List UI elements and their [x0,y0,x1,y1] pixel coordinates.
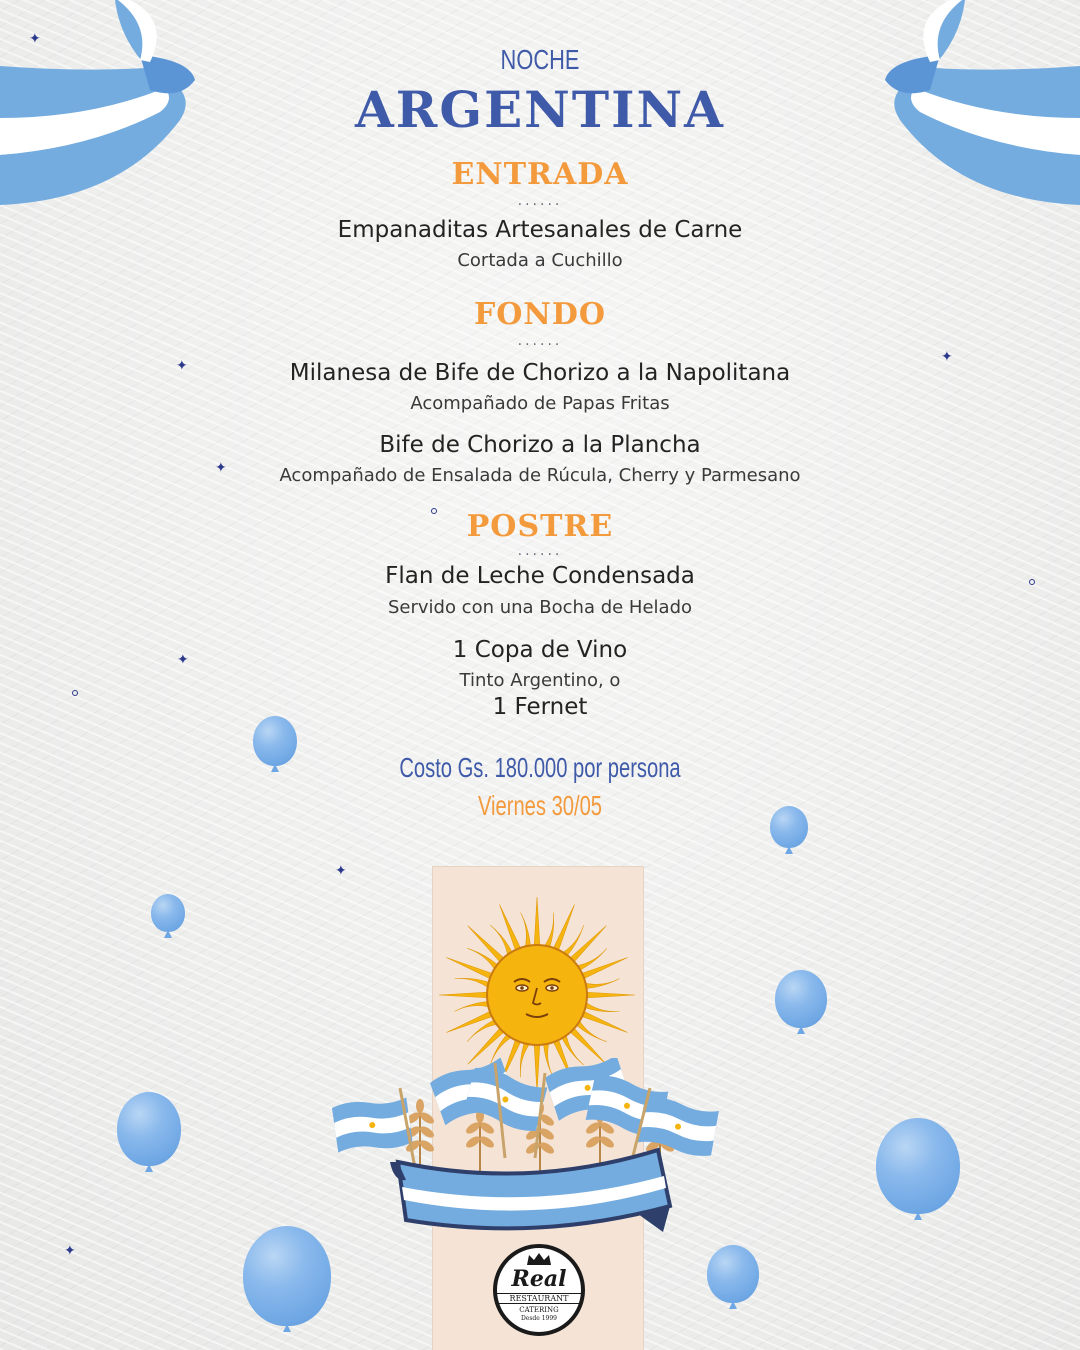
sun-ray [455,1002,491,1012]
logo-line2: CATERING [519,1306,559,1314]
sun-ray [534,897,540,947]
section-divider: ...... [517,333,563,349]
sparkle-icon: ✦ [215,460,227,476]
logo-line1: RESTAURANT [497,1293,581,1304]
restaurant-logo [493,1244,585,1336]
sun-ray [544,913,554,949]
sun-ray [455,978,491,988]
sparkle-icon: ✦ [176,358,188,374]
title-noche: NOCHE [500,44,580,75]
sun-ray [446,1011,493,1033]
section-divider: ...... [517,543,563,559]
menu-item-extra: 1 Fernet [492,694,588,720]
menu-item-desc: Tinto Argentino, o [459,670,621,691]
sun-ray [585,992,635,998]
sparkle-icon: ✦ [29,31,41,47]
menu-item-desc: Acompañado de Papas Fritas [410,393,670,414]
section-entrada-heading: ENTRADA [451,157,629,192]
balloon-icon [151,894,185,932]
sun-ray [521,913,531,949]
sun-ray [583,1002,619,1012]
sun-ray [580,1011,627,1033]
sun-ray [580,957,627,979]
balloon-icon [117,1092,181,1166]
balloon-icon [243,1226,331,1326]
menu-item-title: Bife de Chorizo a la Plancha [379,432,701,458]
menu-item-title: Milanesa de Bife de Chorizo a la Napolitana [289,360,791,386]
balloon-icon [775,970,827,1028]
menu-item-desc: Acompañado de Ensalada de Rúcula, Cherry y Parmesano [279,465,801,486]
balloon-icon [707,1245,759,1303]
section-fondo-heading: FONDO [473,297,606,332]
sun-ray [446,957,493,979]
menu-item-title: 1 Copa de Vino [452,637,628,663]
crown-icon [525,1251,553,1267]
logo-line3: Desde 1999 [520,1315,557,1322]
menu-item-desc: Cortada a Cuchillo [457,250,623,271]
sparkle-icon: ✦ [64,1243,76,1259]
menu-item-desc: Servido con una Bocha de Helado [387,597,693,618]
sparkle-icon: ✦ [941,349,953,365]
menu-item-title: Flan de Leche Condensada [385,563,695,589]
section-postre-heading: POSTRE [466,509,614,544]
sun-ray [583,979,619,989]
sparkle-icon: ✦ [177,652,189,668]
price-text: Costo Gs. 180.000 por persona [399,752,681,783]
menu-item-title: Empanaditas Artesanales de Carne [337,217,743,243]
date-text: Viernes 30/05 [477,790,603,821]
section-divider: ...... [517,193,563,209]
sun-ray [499,904,521,951]
balloon-icon [876,1118,960,1214]
sun-ray [553,904,575,951]
logo-name: Real [511,1266,567,1292]
sparkle-icon: ✦ [335,863,347,879]
banner-ribbon [388,1142,678,1242]
title-argentina: ARGENTINA [355,80,725,139]
sun-ray [439,992,489,998]
